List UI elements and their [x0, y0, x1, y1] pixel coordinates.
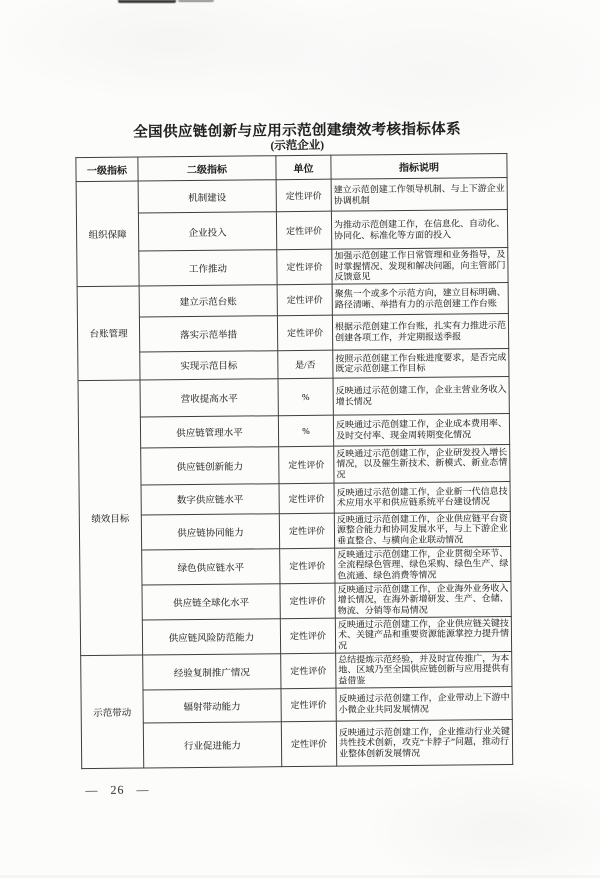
unit-cell: 定性评价 — [281, 653, 336, 689]
indicator-cell: 工作推动 — [139, 250, 277, 286]
indicator-cell: 绿色供应链水平 — [142, 548, 280, 584]
indicator-cell: 供应链管理水平 — [140, 415, 278, 447]
group-cell: 示范带动 — [81, 655, 144, 769]
description-cell: 建立示范创建工作领导机制、与上下游企业协调机制 — [331, 178, 507, 212]
table-row — [80, 581, 511, 620]
table-row — [77, 313, 508, 352]
indicator-cell: 实现示范目标 — [140, 350, 278, 379]
description-cell: 聚焦一个或多个示范方向，建立目标明确、路径清晰、举措有力的示范创建工作台账 — [332, 282, 508, 315]
unit-cell: 是/否 — [278, 350, 333, 379]
description-cell: 反映通过示范创建工作，企业贯彻全环节、全流程绿色管理、绿色采购、绿色生产、绿色流通、绿色消费等情况 — [335, 546, 511, 583]
indicator-cell: 供应链创新能力 — [141, 446, 279, 484]
indicator-cell: 营收提高水平 — [140, 378, 278, 416]
description-cell: 为推动示范创建工作，在信息化、自动化、协同化、标准化等方面的投入 — [331, 209, 507, 249]
page-number: — 26 — — [85, 782, 150, 798]
description-cell: 反映通过示范创建工作，企业海外业务收入增长情况，在海外新增研发、生产、仓储、物流、分销等布局情况 — [335, 581, 511, 617]
description-cell: 按照示范创建工作台账进度要求，是否完成既定示范创建工作目标 — [333, 348, 509, 378]
table-row — [78, 348, 509, 380]
description-cell: 加强示范创建工作日常管理和业务指导，及时掌握情况、发现和解决问题，向主管部门反馈意见 — [332, 247, 508, 283]
table-row — [80, 546, 511, 585]
table-row — [78, 413, 509, 448]
column-header-level2: 二级指标 — [138, 156, 276, 181]
indicator-cell: 经验复制推广情况 — [143, 653, 281, 689]
table-row — [76, 209, 507, 251]
column-header-description: 指标说明 — [331, 154, 507, 180]
indicator-cell: 供应链全球化水平 — [142, 583, 280, 619]
column-header-level1: 一级指标 — [76, 157, 138, 182]
table-row — [76, 178, 507, 214]
document-subtitle: (示范企业) — [270, 139, 325, 153]
indicator-cell: 建立示范台账 — [139, 284, 277, 316]
unit-cell: 定性评价 — [280, 583, 335, 618]
unit-cell: 定性评价 — [280, 618, 335, 654]
table-row — [79, 511, 510, 550]
indicator-table — [75, 153, 513, 769]
unit-cell: 定性评价 — [279, 446, 334, 484]
unit-cell: 定性评价 — [277, 315, 332, 351]
description-cell: 反映通过示范创建工作，企业推动行业关键共性技术创新，攻克“卡脖子”问题，推动行业整体创新发展情况 — [336, 719, 512, 766]
description-cell: 反映通过示范创建工作，企业供应链关键技术、关键产品和重要资源能源掌控力提升情况 — [335, 616, 511, 653]
table-row — [78, 376, 509, 417]
description-cell: 反映通过示范创建工作，企业主营业务收入增长情况 — [333, 376, 509, 415]
unit-cell: 定性评价 — [280, 548, 335, 584]
description-cell: 根据示范创建工作台账，扎实有力推进示范创建各项工作，并定期报送季报 — [332, 313, 508, 350]
indicator-cell: 供应链协同能力 — [141, 513, 279, 549]
unit-cell: 定性评价 — [279, 483, 334, 514]
group-cell: 组织保障 — [76, 181, 139, 286]
column-header-unit: 单位 — [276, 155, 331, 180]
indicator-cell: 行业促进能力 — [143, 721, 281, 767]
table-row — [81, 686, 512, 723]
unit-cell: 定性评价 — [281, 721, 336, 767]
indicator-cell: 辐射带动能力 — [143, 688, 281, 722]
indicator-cell: 供应链风险防范能力 — [142, 618, 280, 654]
group-cell: 绩效目标 — [78, 380, 143, 655]
description-cell: 反映通过示范创建工作，企业供应链平台资源整合能力和协同发展水平，与上下游企业垂直整合、与横向企业联动情况 — [334, 511, 510, 548]
unit-cell: 定性评价 — [281, 688, 336, 722]
description-cell: 反映通过示范创建工作，企业带动上下游中小微企业共同发展情况 — [336, 686, 512, 721]
table-row — [77, 247, 508, 286]
description-cell: 反映通过示范创建工作，企业新一代信息技术应用水平和供应链系统平台建设情况 — [334, 481, 510, 513]
table-row — [81, 719, 512, 768]
unit-cell: 定性评价 — [276, 179, 331, 212]
table-row — [77, 282, 508, 317]
unit-cell: 定性评价 — [279, 513, 334, 549]
indicator-cell: 落实示范举措 — [139, 315, 277, 351]
table-row — [81, 651, 512, 690]
unit-cell: % — [278, 415, 333, 447]
indicator-cell: 企业投入 — [138, 212, 276, 251]
description-cell: 反映通过示范创建工作，企业研发投入增长情况，以及催生新技术、新模式、新业态情况 — [334, 444, 510, 483]
table-row — [80, 616, 511, 655]
unit-cell: % — [278, 378, 333, 416]
unit-cell: 定性评价 — [277, 284, 332, 316]
unit-cell: 定性评价 — [277, 249, 332, 284]
indicator-cell: 机制建设 — [138, 180, 276, 213]
description-cell: 总结提炼示范经验，并及时宣传推广，为本地、区域乃至全国供应链创新与应用提供有益借鉴 — [336, 651, 512, 688]
group-cell: 台账管理 — [77, 286, 140, 381]
table-row — [79, 444, 510, 485]
description-cell: 反映通过示范创建工作，企业成本费用率、及时交付率、现金周转期变化情况 — [333, 413, 509, 446]
table-row — [79, 481, 510, 515]
indicator-cell: 数字供应链水平 — [141, 483, 279, 514]
unit-cell: 定性评价 — [276, 211, 331, 250]
document-title: 全国供应链创新与应用示范创建绩效考核指标体系 — [133, 121, 462, 141]
